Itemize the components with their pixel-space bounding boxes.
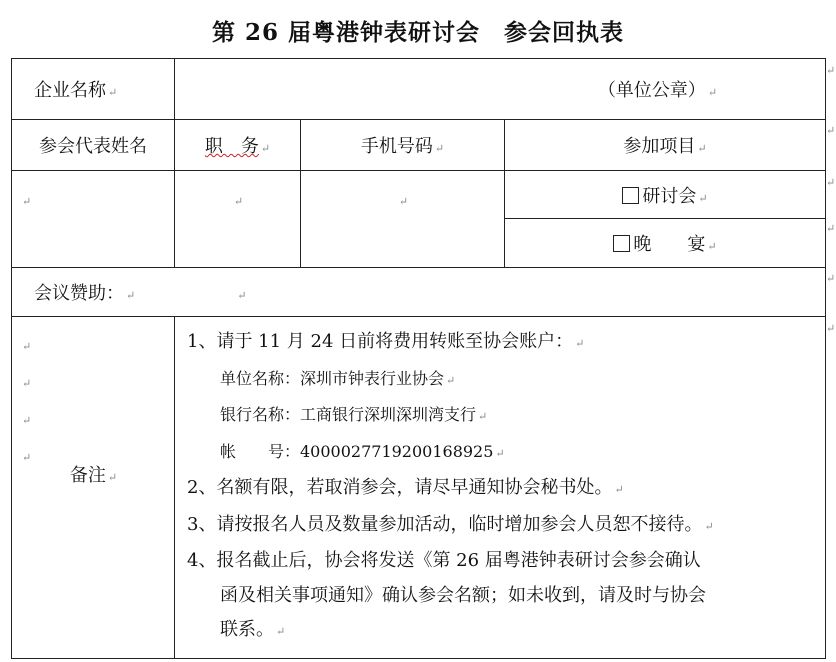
paragraph-mark: ↵ — [107, 471, 118, 484]
dinner-option-cell[interactable] — [505, 219, 826, 268]
note-line-3 — [187, 508, 825, 545]
paragraph-mark: ↵ — [398, 195, 409, 208]
dinner-option-label: 晚 宴 — [633, 234, 706, 255]
header-row — [12, 120, 826, 171]
company-row — [12, 59, 826, 120]
paragraph-mark: ↵ — [260, 142, 271, 155]
position-field[interactable] — [175, 171, 301, 268]
company-label-cell — [12, 59, 175, 120]
remarks-label-wrap — [12, 461, 175, 487]
paragraph-mark: ↵ — [707, 240, 717, 253]
sponsor-row — [12, 268, 826, 317]
note-line-2-text: 2、名额有限，若取消参会，请尽早通知协会秘书处。 — [187, 477, 613, 498]
header-position-text: 职 务 — [204, 136, 259, 157]
row-end-mark: ↵ — [826, 64, 836, 77]
note-bank-name-text: 银行名称：工商银行深圳深圳湾支行 — [220, 405, 477, 424]
row-end-mark: ↵ — [826, 124, 836, 137]
note-line-1-text: 1、请于 11 月 24 日前将费用转账至协会账户： — [187, 331, 574, 352]
sponsor-label: 会议赞助： — [34, 283, 124, 304]
paragraph-mark: ↵ — [495, 446, 505, 460]
paragraph-mark: ↵ — [478, 410, 488, 423]
rep-name-field[interactable] — [12, 171, 175, 268]
header-items — [505, 120, 826, 171]
company-name-field[interactable] — [175, 59, 826, 120]
paragraph-mark: ↵ — [276, 625, 286, 638]
note-unit-name — [187, 362, 825, 399]
paragraph-mark: ↵ — [575, 337, 585, 350]
note-line-4b-text: 函及相关事项通知》确认参会名额；如未收到，请及时与协会 — [220, 584, 706, 606]
paragraph-mark: ↵ — [434, 142, 445, 155]
paragraph-mark: ↵ — [22, 414, 32, 427]
note-line-4c — [187, 613, 825, 650]
row-end-mark: ↵ — [826, 272, 836, 285]
note-account-text: 帐 号：4000027719200168925 — [220, 441, 494, 461]
sponsor-field[interactable] — [12, 268, 826, 317]
paragraph-mark: ↵ — [614, 483, 624, 496]
paragraph-mark: ↵ — [22, 195, 32, 208]
row-end-mark: ↵ — [826, 322, 836, 335]
paragraph-mark: ↵ — [126, 289, 136, 302]
header-rep-name-text: 参会代表姓名 — [39, 136, 147, 157]
paragraph-mark: ↵ — [704, 519, 714, 533]
note-line-4c-text: 联系。 — [220, 619, 274, 640]
paragraph-mark: ↵ — [446, 373, 456, 387]
paragraph-mark: ↵ — [22, 377, 32, 390]
paragraph-mark: ↵ — [22, 451, 32, 464]
header-position — [175, 120, 301, 171]
seminar-option-label: 研讨会 — [642, 185, 697, 207]
paragraph-mark: ↵ — [707, 86, 718, 99]
note-line-4a — [187, 544, 825, 579]
form-title: 第 26 届粤港钟表研讨会 参会回执表 — [211, 19, 625, 46]
remarks-label-marks — [20, 327, 174, 475]
header-phone-text: 手机号码 — [360, 136, 433, 157]
header-items-text: 参加项目 — [623, 136, 696, 157]
row-end-mark: ↵ — [826, 222, 836, 235]
paragraph-mark: ↵ — [22, 340, 32, 353]
remarks-row — [12, 317, 826, 659]
remarks-content — [175, 317, 826, 659]
note-line-4b — [187, 579, 825, 614]
paragraph-mark: ↵ — [233, 195, 244, 208]
paragraph-mark: ↵ — [697, 142, 707, 155]
header-phone — [301, 120, 505, 171]
note-line-4a-text: 4、报名截止后，协会将发送《第 26 届粤港钟表研讨会参会确认 — [187, 550, 701, 571]
paragraph-mark: ↵ — [108, 86, 118, 99]
remarks-label: 备注 — [69, 465, 106, 486]
note-line-1 — [187, 325, 825, 362]
note-bank-name — [187, 398, 825, 435]
company-label: 企业名称 — [34, 80, 106, 101]
note-line-2 — [187, 471, 825, 508]
attendee-row — [12, 171, 826, 219]
official-seal-note: （单位公章） — [597, 80, 706, 101]
paragraph-mark: ↵ — [237, 289, 247, 302]
note-line-3-text: 3、请按报名人员及数量参加活动，临时增加参会人员恕不接待。 — [187, 513, 703, 535]
registration-form-table — [11, 58, 826, 659]
paragraph-mark: ↵ — [698, 191, 708, 205]
dinner-checkbox[interactable] — [613, 235, 630, 252]
seminar-checkbox[interactable] — [622, 187, 639, 204]
header-rep-name — [12, 120, 175, 171]
note-unit-name-text: 单位名称：深圳市钟表行业协会 — [220, 368, 445, 388]
row-end-mark: ↵ — [826, 176, 836, 189]
remarks-label-cell — [12, 317, 175, 659]
note-account — [187, 435, 825, 472]
phone-field[interactable] — [301, 171, 505, 268]
seminar-option-cell[interactable] — [505, 171, 826, 219]
